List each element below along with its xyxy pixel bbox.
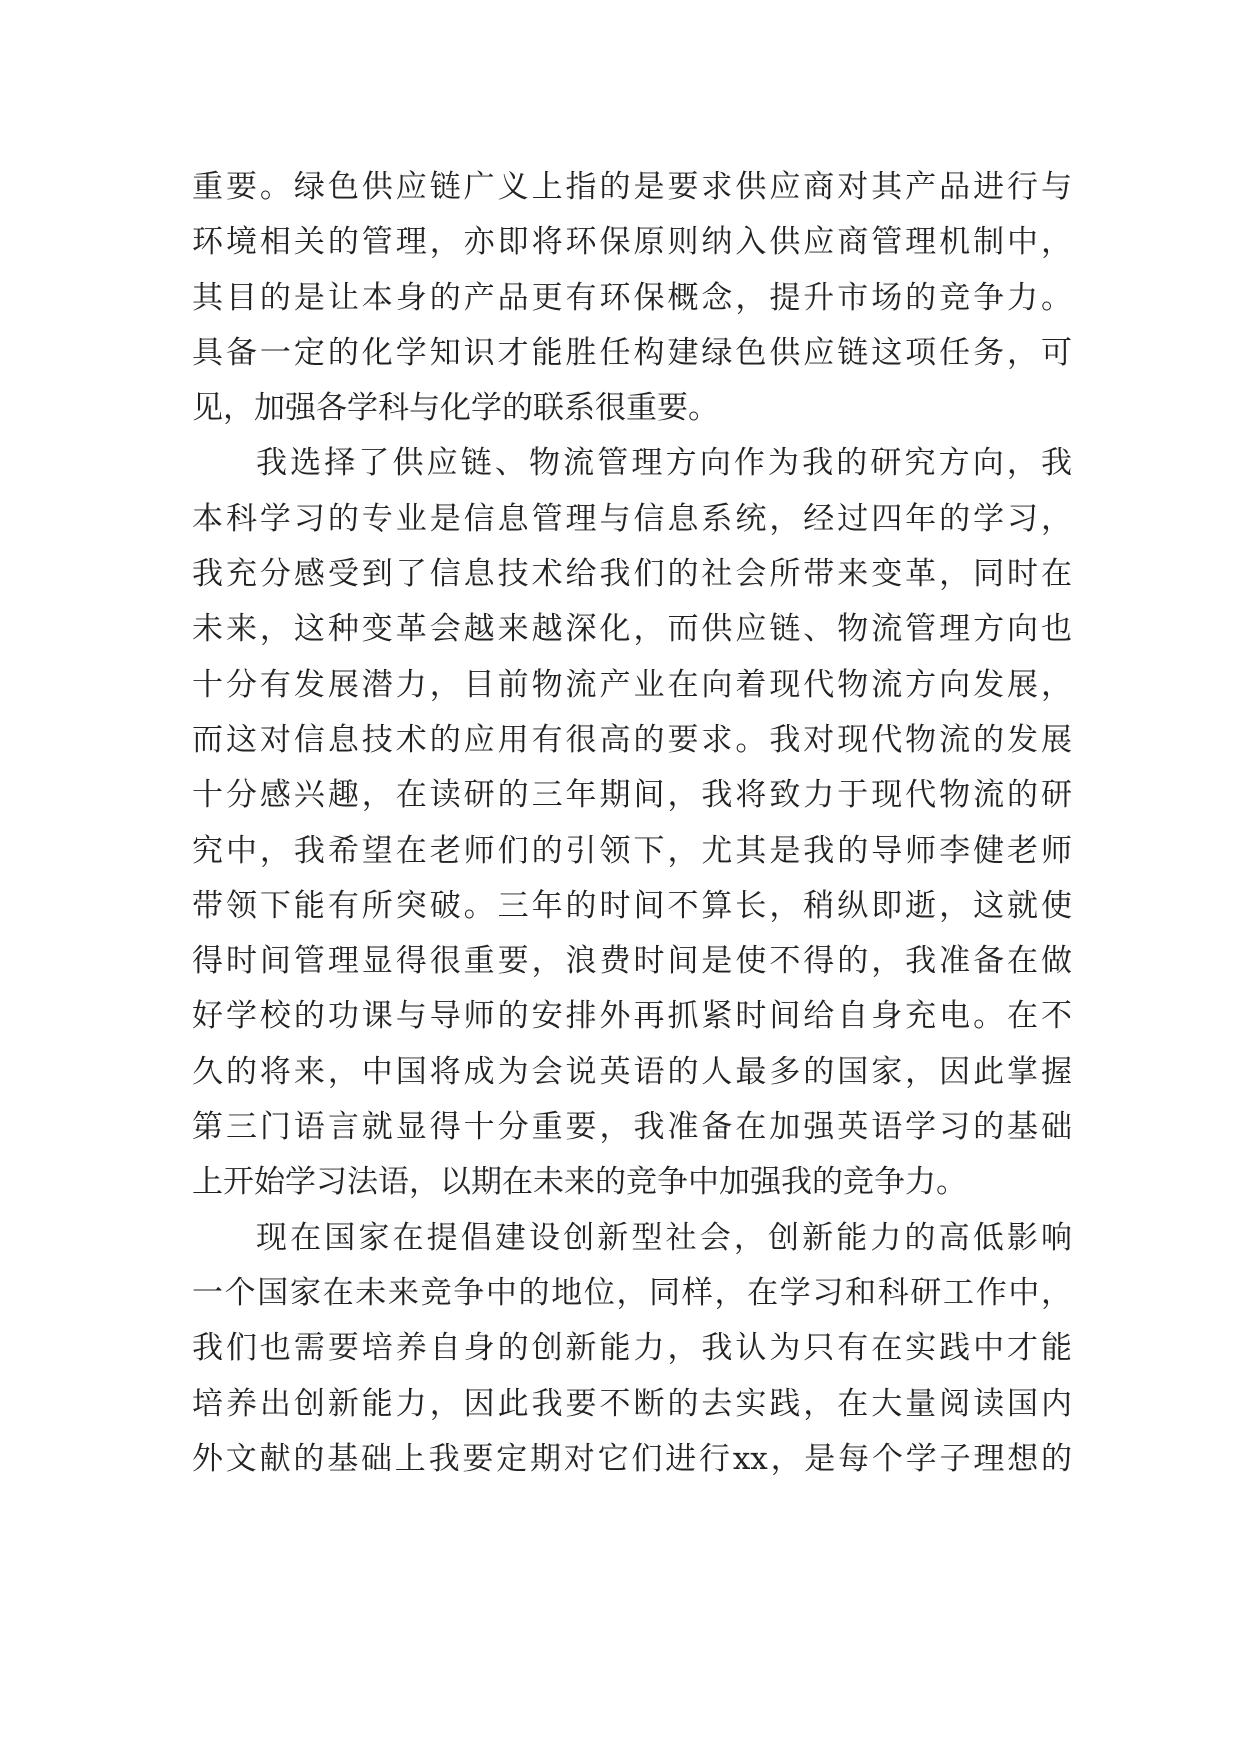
paragraph (192, 1211, 1072, 1487)
text-line: 未来，这种变革会越来越深化，而供应链、物流管理方向也 (192, 611, 1072, 648)
text-line: 究中，我希望在老师们的引领下，尤其是我的导师李健老师 (192, 832, 1072, 869)
paragraph (192, 160, 1072, 436)
text-line: 外文献的基础上我要定期对它们进行xx，是每个学子理想的 (192, 1440, 1072, 1477)
text-line: 本科学习的专业是信息管理与信息系统，经过四年的学习， (192, 500, 1072, 537)
document-body (192, 160, 1072, 1487)
text-line: 重要。绿色供应链广义上指的是要求供应商对其产品进行与 (192, 169, 1072, 205)
text-line: 见，加强各学科与化学的联系很重要。 (192, 390, 719, 427)
text-line: 得时间管理显得很重要，浪费时间是使不得的，我准备在做 (192, 943, 1072, 980)
text-line: 其目的是让本身的产品更有环保概念，提升市场的竞争力。 (192, 279, 1072, 316)
text-line: 我选择了供应链、物流管理方向作为我的研究方向，我 (256, 445, 1072, 482)
text-line: 带领下能有所突破。三年的时间不算长，稍纵即逝，这就使 (192, 887, 1072, 924)
text-line: 环境相关的管理，亦即将环保原则纳入供应商管理机制中， (192, 224, 1072, 261)
text-line: 第三门语言就显得十分重要，我准备在加强英语学习的基础 (192, 1109, 1072, 1146)
text-line: 我充分感受到了信息技术给我们的社会所带来变革，同时在 (192, 556, 1072, 593)
text-line: 久的将来，中国将成为会说英语的人最多的国家，因此掌握 (192, 1053, 1072, 1090)
text-line: 而这对信息技术的应用有很高的要求。我对现代物流的发展 (192, 721, 1072, 758)
paragraph (192, 436, 1072, 1210)
text-line: 一个国家在未来竞争中的地位，同样，在学习和科研工作中， (192, 1274, 1072, 1311)
text-line: 现在国家在提倡建设创新型社会，创新能力的高低影响 (256, 1219, 1072, 1256)
text-line: 培养出创新能力，因此我要不断的去实践，在大量阅读国内 (192, 1385, 1072, 1422)
text-line: 上开始学习法语，以期在未来的竞争中加强我的竞争力。 (192, 1164, 967, 1201)
text-line: 十分感兴趣，在读研的三年期间，我将致力于现代物流的研 (192, 777, 1072, 814)
text-line: 具备一定的化学知识才能胜任构建绿色供应链这项任务，可 (192, 334, 1072, 371)
text-line: 十分有发展潜力，目前物流产业在向着现代物流方向发展， (192, 666, 1072, 703)
text-line: 好学校的功课与导师的安排外再抓紧时间给自身充电。在不 (192, 998, 1072, 1035)
text-line: 我们也需要培养自身的创新能力，我认为只有在实践中才能 (192, 1330, 1072, 1367)
